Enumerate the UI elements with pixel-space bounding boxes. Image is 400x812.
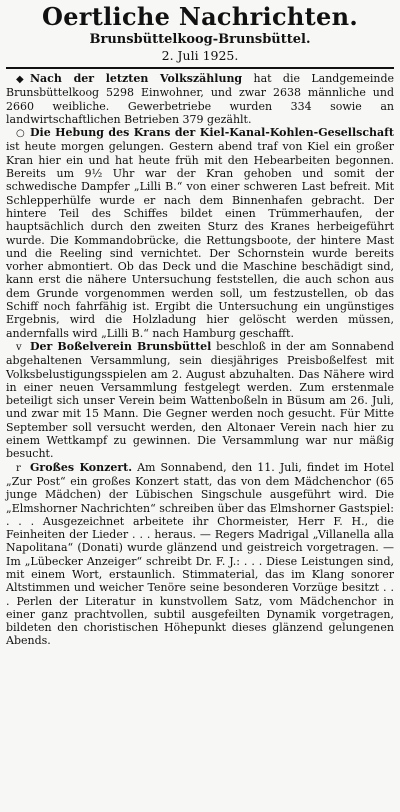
article-body: ist heute morgen gelungen. Gestern abend traf von Kiel ein großer Kran hier ein und hat heute früh mit den Hebearbeiten begonnen. Bereits um 9½ Uhr war der Kran gehoben und somit der schwedische Dampfer „Lilli B.“ von einer schweren Last befreit. Mit Schlepperhülfe wurde er nach dem Binnenhafen gebracht. Der hintere Teil des Schiffes bildet einen Trümmerhaufen, der hauptsächlich durch den zweiten Sturz des Kranes herbeigeführt wurde. Die Kommandobrücke, die Rettungsboote, der hintere Mast und die Reeling sind vernichtet. Der Schornstein wurde bereits vorher abmontiert. Ob das Deck und die Maschine beschädigt sind, kann erst die nähere Untersuchung feststellen, die auch schon aus dem Grunde vorgenommen werden soll, um festzustellen, ob das Schiff noch fahrfähig ist. Ergibt die Untersuchung ein ungünstiges Ergebnis, wird die Holzladung hier gelöscht werden müssen, andernfalls wird „Lilli B.“ nach Hamburg geschafft. [6,140,394,340]
article-head: Nach der letzten Volkszählung [30,72,243,85]
article-head: Der Boßelverein Brunsbüttel [30,339,212,353]
section-title: Oertliche Nachrichten. [42,2,358,31]
circle-icon: ○ [16,128,25,140]
article-body: hat die Landgemeinde Brunsbüttelkoog 5298 Einwohner, und zwar 2638 männliche und 2660 weibliche. Gewerbetriebe wurden 334 sowie an landwirtschaftlichen Betrieben 379 gezählt. [6,72,394,126]
article-marker: v [16,341,22,353]
article-crane [6,126,394,340]
article-body: Am Sonnabend, den 11. Juli, findet im Hotel „Zur Post“ ein großes Konzert statt, das von dem Mädchenchor (65 junge Mädchen) der Lübischen Singschule ausgeführt wird. Die „Elmshorner Nachrichten“ schreiben über das Elmshorner Gastspiel: . . . Ausgezeichnet arbeitete ihr Chormeister, Herr F. H., die Feinheiten der Lieder . . . heraus. — Regers Madrigal „Villanella alla Napolitana“ (Donati) wurde glänzend und geistreich vorgetragen. — Im „Lübecker Anzeiger“ schreibt Dr. F. J.: . . . Diese Leistungen sind, mit einem Wort, erstaunlich. Stimmaterial, das im Klang sonorer Altstimmen und weicher Tenöre seine besonderen Vorzüge besitzt . . . Perlen der Literatur in kunstvollem Satz, vom Mädchenchor in einer ganz prachtvollen, subtil ausgefeilten Dynamik vorgetragen, bildeten den choristischen Höhepunkt dieses glänzend gelungenen Abends. [6,460,394,648]
dateline: 2. Juli 1925. [161,48,239,63]
article-marker: r [16,462,21,474]
masthead [6,4,394,64]
location-subtitle: Brunsbüttelkoog-Brunsbüttel. [89,32,311,47]
article-head: Großes Konzert. [30,460,133,474]
diamond-arrow-icon: ◆ [16,74,24,85]
article-head: Die Hebung des Krans der Kiel-Kanal-Kohlen-Gesellschaft [30,126,394,140]
article-bosselverein [6,340,394,461]
article-census [6,72,394,126]
divider-rule [6,67,394,69]
article-concert [6,461,394,648]
article-body: beschloß in der am Sonnabend abgehaltenen Versammlung, sein diesjähriges Preisboßelfest mit Volksbelustigungsspielen am 2. August abzuhalten. Das Nähere wird in einer neuen Versammlung festgelegt werden. Zum erstenmale beteiligt sich unser Verein beim Wattenboßeln in Büsum am 26. Juli, und zwar mit 15 Mann. Die Gegner werden noch gesucht. Für Mitte September soll versucht werden, den Altonaer Verein nach hier zu einem Wettkampf zu gewinnen. Die Versammlung war nur mäßig besucht. [6,339,394,461]
